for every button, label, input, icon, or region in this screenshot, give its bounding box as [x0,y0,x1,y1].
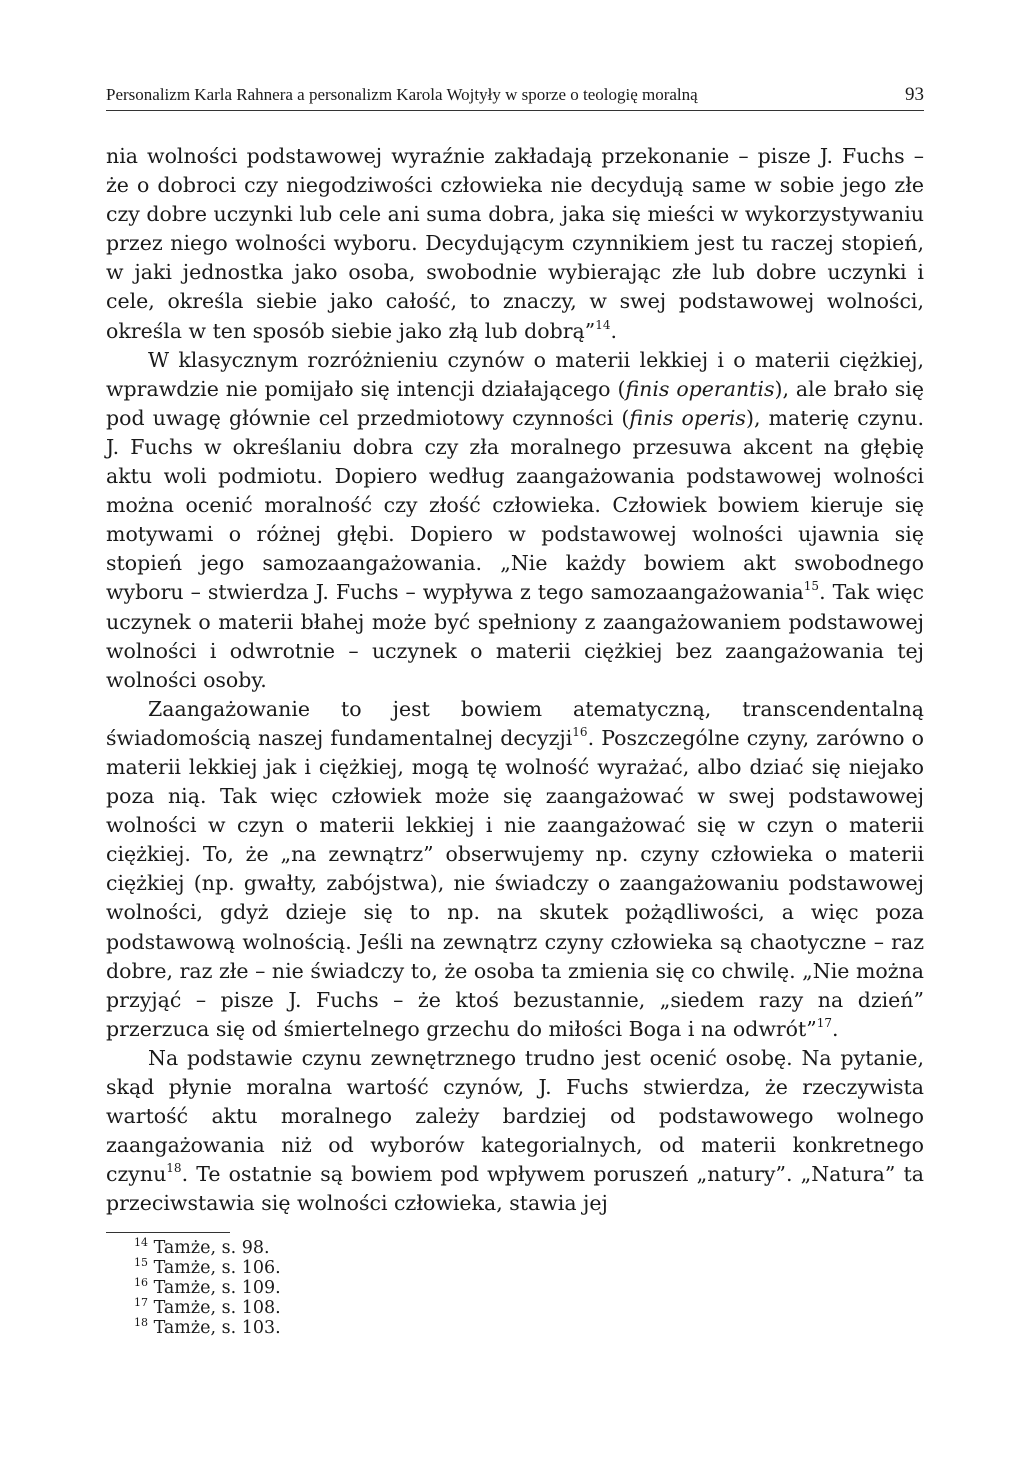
footnote-text: Tamże, s. 109. [148,1278,281,1299]
italic-term: finis operis [629,405,746,430]
footnote-separator [106,1232,230,1233]
paragraph [106,1044,924,1219]
footnote-text: Tamże, s. 108. [148,1297,281,1318]
text-run: . Poszczególne czyny, zarówno o materii lekkiej jak i ciężkiej, mogą tę wolność wyrażać, albo dziać się niejako poza nią. Tak więc człowiek może się zaangażować w swej podstawowej wolności w czyn o materii lekkiej i nie zaangażować się w czyn o materii ciężkiej. To, że „na zewnątrz” obserwujemy np. czyny człowieka o materii ciężkiej (np. gwałty, zabójstwa), nie świadczy o zaangażowaniu podstawowej wolności, gdyż dzieje się to np. na skutek pożądliwości, a więc poza podstawową wolnością. Jeśli na zewnątrz czyny człowieka są chaotyczne – raz dobre, raz złe – nie świadczy to, że osoba ta zmienia się co chwilę. „Nie można przyjąć – pisze J. Fuchs – że ktoś bezustannie, „siedem razy na dzień” przerzuca się od śmiertelnego grzechu do miłości Boga i na odwrót” [106,725,924,1041]
footnote-text: Tamże, s. 98. [148,1238,270,1259]
footnote-number: 14 [134,1236,148,1250]
page-number: 93 [905,84,924,105]
footnote-number: 17 [134,1295,148,1309]
text-run: ), materię czynu. J. Fuchs w określaniu dobra czy zła moralnego przesuwa akcent na głębię aktu woli podmiotu. Dopiero według zaangażowania podstawowej wolności można ocenić moralność czy złość człowieka. Człowiek bowiem kieruje się motywami o różnej głębi. Dopiero w podstawowej wolności ujawnia się stopień jego samozaangażowania. „Nie każdy bowiem akt swobodnego wyboru – stwierdza J. Fuchs – wypływa z tego samozaangażowania [106,405,924,605]
page [106,84,924,1338]
footnote-number: 15 [134,1256,148,1270]
paragraph [106,346,924,695]
footnote-text: Tamże, s. 106. [148,1258,281,1279]
footnote-ref: 15 [803,579,820,594]
footnote [134,1315,924,1339]
text-run: Zaangażowanie to jest bowiem atematyczną, transcendentalną świadomością naszej fundamentalnej decyzji [106,696,924,750]
paragraph [106,695,924,1044]
text-run: nia wolności podstawowej wyraźnie zakładają przekonanie – pisze J. Fuchs – że o dobroci czy niegodziwości człowieka nie decydują same w sobie jego złe czy dobre uczynki lub cele ani suma dobra, jaka się mieści w wykorzystywaniu przez niego wolności wyboru. Decydującym czynnikiem jest tu raczej stopień, w jaki jednostka jako osoba, swobodnie wybierając złe lub dobre uczynki i cele, określa siebie jako całość, to znaczy, w swej podstawowej wolności, określa w ten sposób siebie jako złą lub dobrą” [106,144,924,343]
footnote-ref: 18 [166,1161,182,1176]
footnote-number: 18 [134,1315,148,1329]
text-run: . [610,318,618,343]
body-text [106,142,924,1218]
paragraph [106,142,924,346]
footnote-number: 16 [134,1276,148,1290]
footnote-ref: 16 [572,724,588,739]
text-run: . Te ostatnie są bowiem pod wpływem poruszeń „natury”. „Natura” ta przeciwstawia się wolności człowieka, stawia jej [106,1162,924,1216]
text-run: Na podstawie czynu zewnętrznego trudno jest ocenić osobę. Na pytanie, skąd płynie moralna wartość czynów, J. Fuchs stwierdza, że rzeczywista wartość aktu moralnego zależy bardziej od podstawowego wolnego zaangażowania niż od wyborów kategorialnych, od materii konkretnego czynu [106,1045,924,1187]
running-header [106,84,924,111]
footnote [134,1276,924,1299]
text-run: . Tak więc uczynek o materii błahej może być spełniony z zaangażowaniem podstawowej wolności i odwrotnie – uczynek o materii ciężkiej bez zaangażowania tej wolności osoby. [106,580,924,692]
text-run: W klasycznym rozróżnieniu czynów o materii lekkiej i o materii ciężkiej, wprawdzie nie pomijało się intencji działającego ( [106,347,924,401]
footnote [134,1256,924,1279]
footnote-ref: 14 [595,317,611,332]
footnote-ref: 17 [816,1015,833,1030]
footnote [134,1236,924,1259]
italic-term: finis operantis [625,376,775,401]
footnote-text: Tamże, s. 103. [148,1317,281,1338]
text-run: ), ale brało się pod uwagę głównie cel przedmiotowy czynności ( [106,376,924,430]
text-run: . [832,1016,839,1041]
footnote [134,1295,924,1319]
footnotes [106,1236,924,1338]
running-title: Personalizm Karla Rahnera a personalizm Karola Wojtyły w sporze o teologię moralną [106,85,698,104]
